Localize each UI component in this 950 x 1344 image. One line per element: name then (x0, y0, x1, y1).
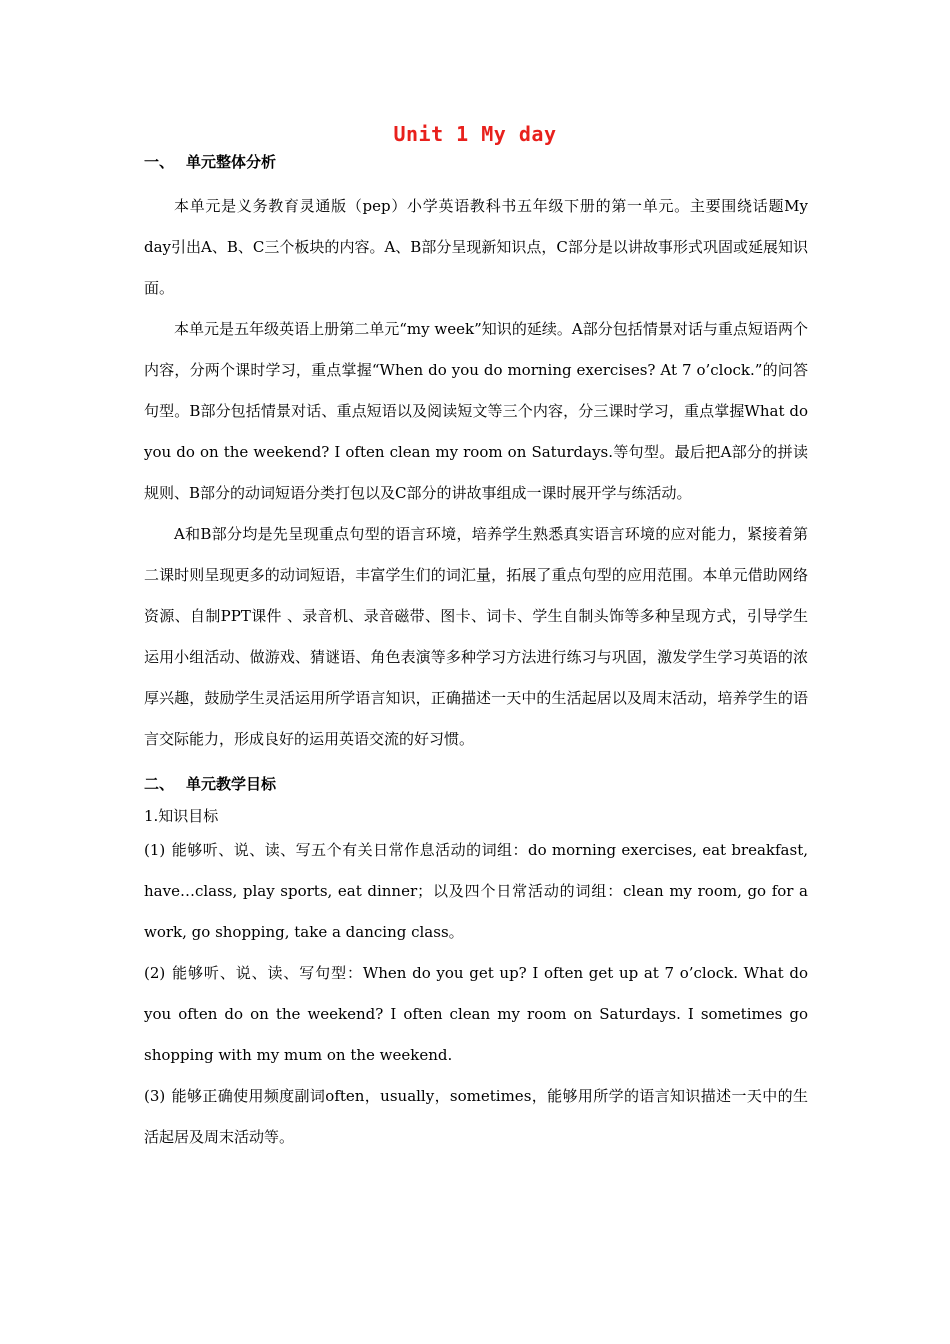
item-text: 能够听、说、读、写句型：When do you get up? I often get up at 7 o’clock. What do you often do on the weekend? I often clean my room on Saturdays. I sometimes go shopping with my mum on the weekend. (144, 964, 808, 1064)
document-body (144, 150, 808, 1158)
paragraph: 本单元是五年级英语上册第二单元“my week”知识的延续。A部分包括情景对话与重点短语两个内容，分两个课时学习，重点掌握“When do you do morning exercises? At 7 o’clock.”的问答句型。B部分包括情景对话、重点短语以及阅读短文等三个内容，分三课时学习，重点掌握What do you do on the weekend? I often clean my room on Saturdays.等句型。最后把A部分的拼读规则、B部分的动词短语分类打包以及C部分的讲故事组成一课时展开学与练活动。 (144, 320, 808, 502)
item-text: 能够正确使用频度副词often，usually，sometimes，能够用所学的语言知识描述一天中的生活起居及周末活动等。 (144, 1087, 808, 1146)
section-heading-objectives (144, 772, 808, 796)
list-item (144, 830, 808, 953)
paragraph: A和B部分均是先呈现重点句型的语言环境，培养学生熟悉真实语言环境的应对能力，紧接着第二课时则呈现更多的动词短语，丰富学生们的词汇量，拓展了重点句型的应用范围。本单元借助网络资源、自制PPT课件 、录音机、录音磁带、图卡、词卡、学生自制头饰等多种呈现方式，引导学生运用小组活动、做游戏、猜谜语、角色表演等多种学习方法进行练习与巩固，激发学生学习英语的浓厚兴趣，鼓励学生灵活运用所学语言知识，正确描述一天中的生活起居以及周末活动，培养学生的语言交际能力，形成良好的运用英语交流的好习惯。 (144, 525, 808, 748)
item-text: 能够听、说、读、写五个有关日常作息活动的词组：do morning exercises, eat breakfast, have…class, play sports, eat dinner；以及四个日常活动的词组：clean my room, go for a work, go shopping, take a dancing class。 (144, 841, 808, 941)
item-number: (2) (144, 964, 166, 982)
paragraph: 本单元是义务教育灵通版（pep）小学英语教科书五年级下册的第一单元。主要围绕话题My day引出A、B、C三个板块的内容。A、B部分呈现新知识点，C部分是以讲故事形式巩固或延展知识面。 (144, 197, 808, 297)
section-number: 一、 (144, 153, 175, 171)
item-number: (3) (144, 1087, 166, 1105)
section-heading-analysis (144, 150, 808, 174)
list-item (144, 1076, 808, 1158)
document-title: Unit 1 My day (393, 122, 557, 146)
list-item (144, 953, 808, 1076)
item-number: (1) (144, 841, 166, 859)
section-number: 二、 (144, 775, 175, 793)
section-title: 单元教学目标 (186, 775, 277, 793)
subheading-knowledge-goals: 1.知识目标 (144, 807, 219, 825)
section-title: 单元整体分析 (186, 153, 277, 171)
